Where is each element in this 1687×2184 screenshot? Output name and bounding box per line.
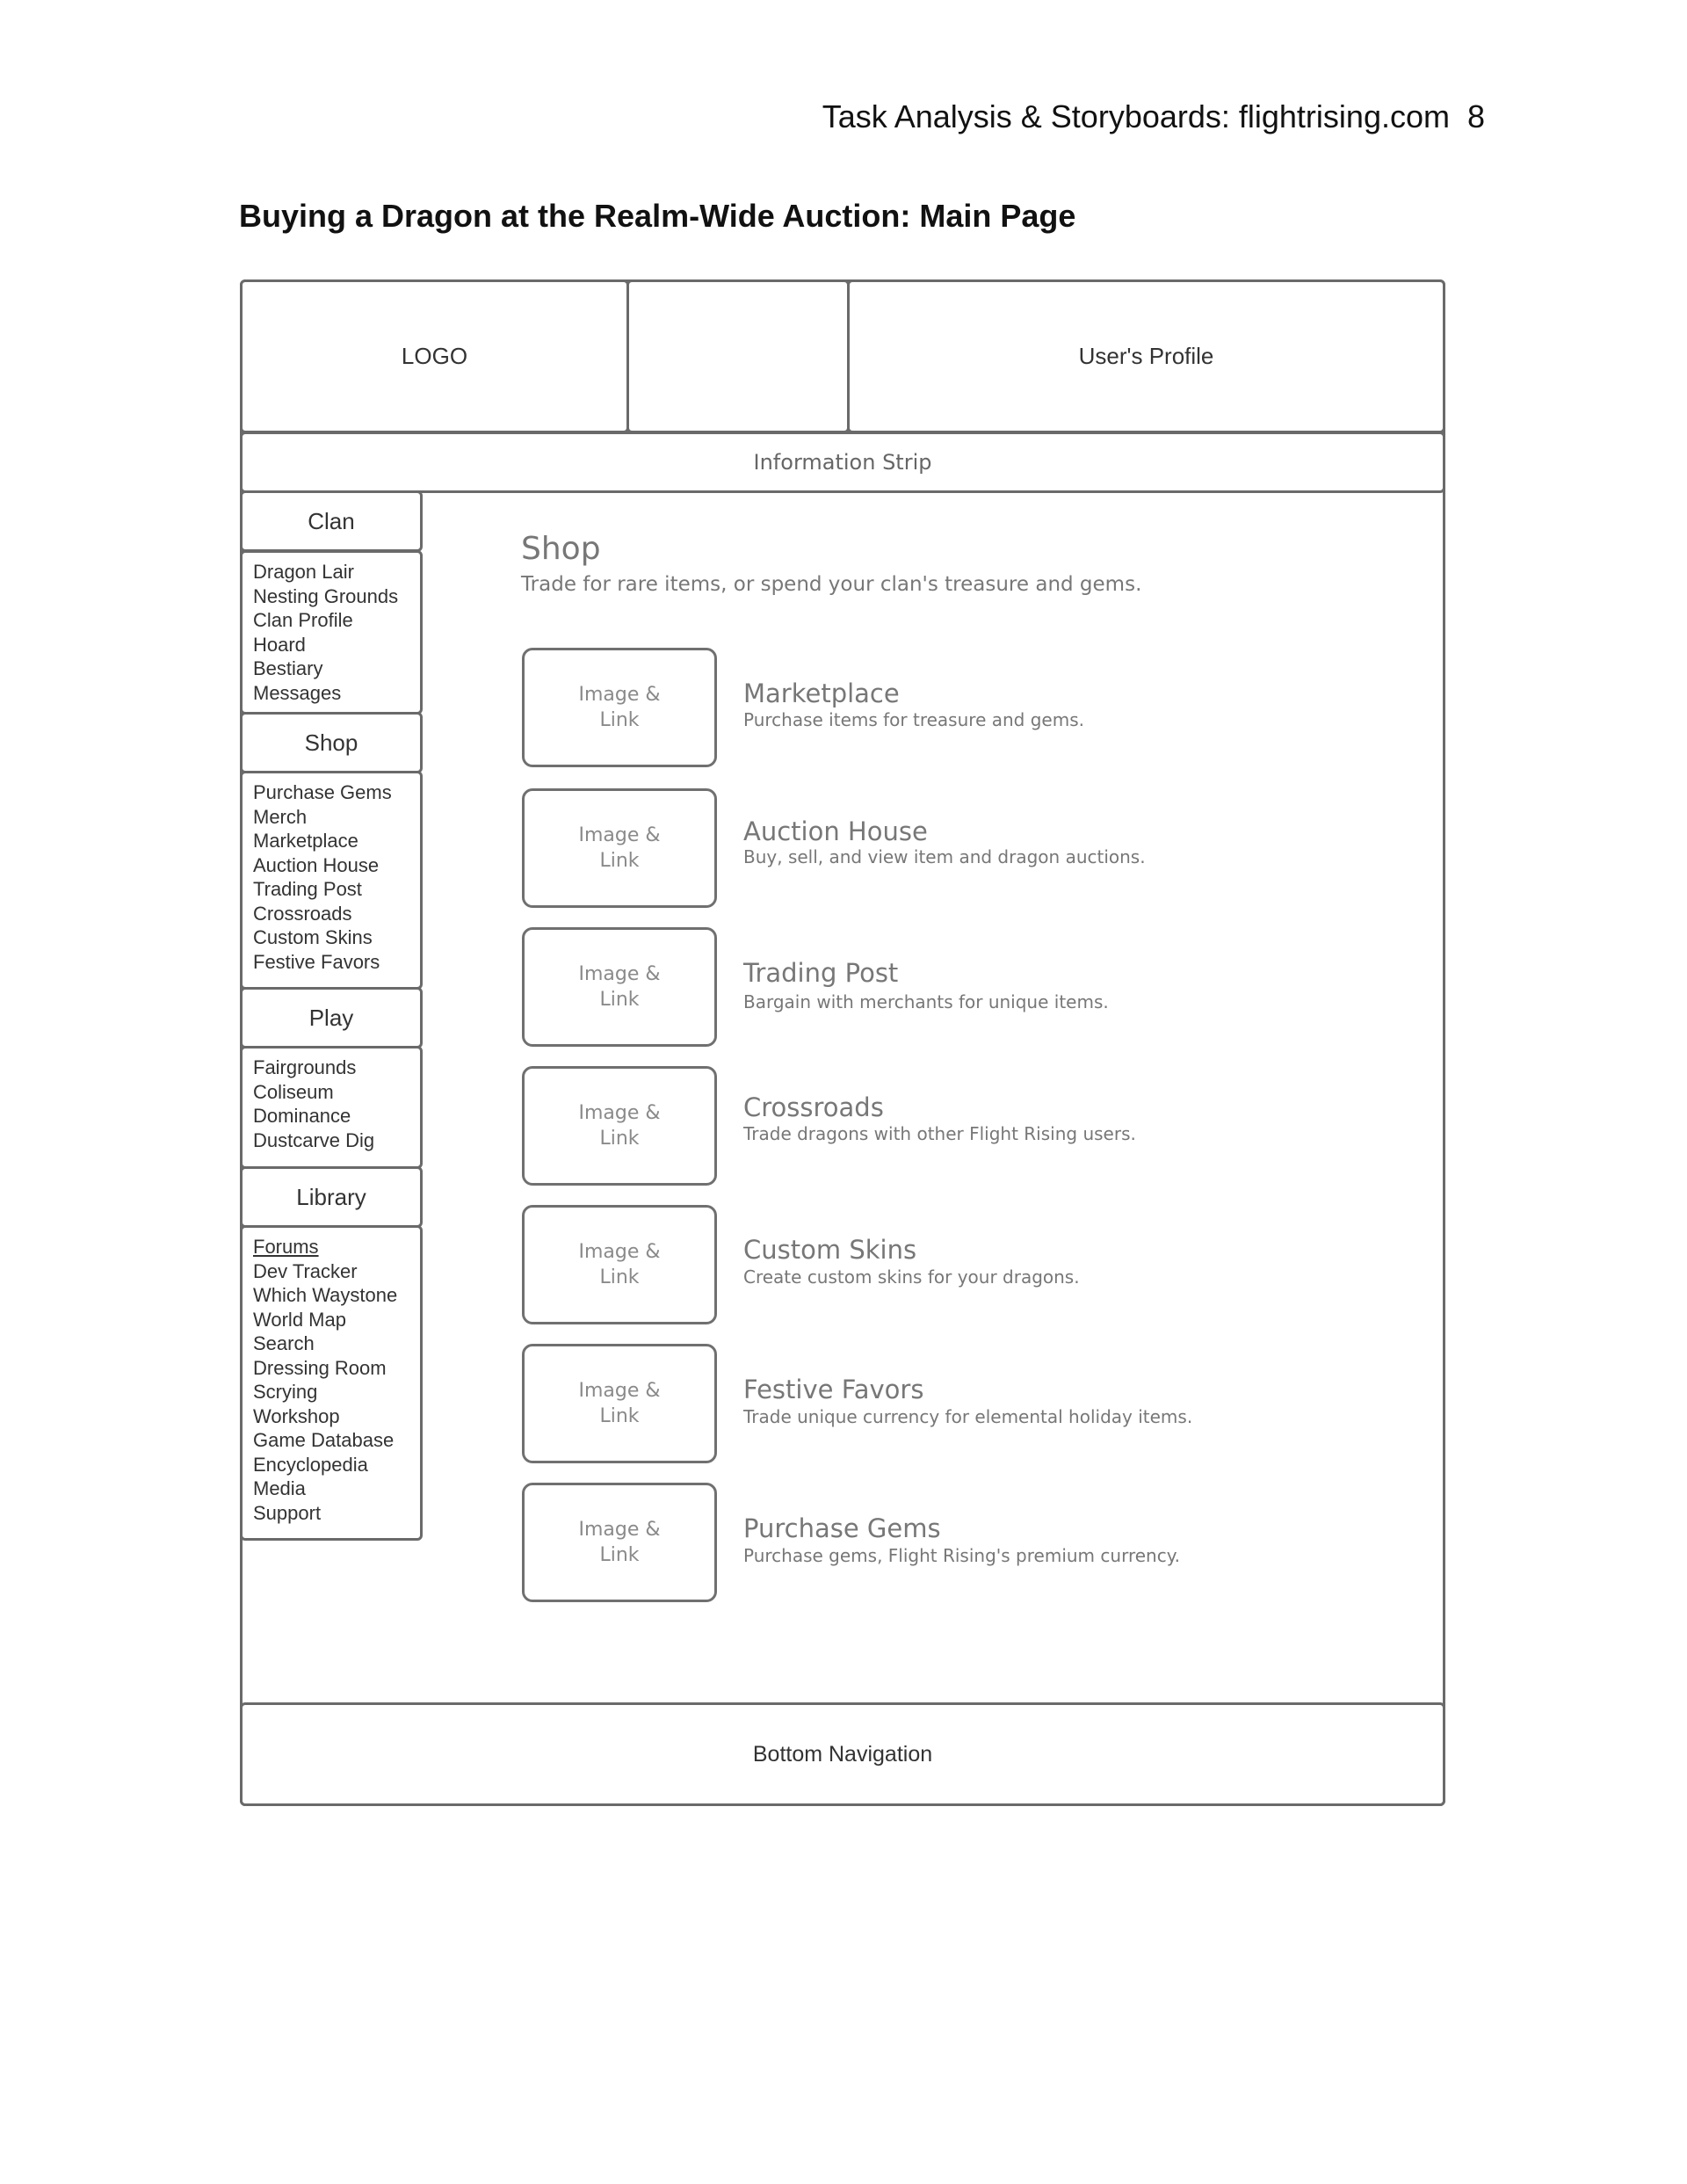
sidebar-item-trading-post[interactable]: Trading Post bbox=[253, 878, 362, 900]
sidebar-item-marketplace[interactable]: Marketplace bbox=[253, 830, 358, 852]
card-image-link[interactable]: Image & Link bbox=[522, 1205, 717, 1324]
sidebar-list-clan bbox=[240, 550, 423, 715]
sidebar-item-clan-profile[interactable]: Clan Profile bbox=[253, 609, 353, 631]
card-desc-auction-house: Buy, sell, and view item and dragon auctions. bbox=[743, 846, 1146, 867]
sidebar-item-dev-tracker[interactable]: Dev Tracker bbox=[253, 1259, 358, 1282]
sidebar-list-play bbox=[240, 1046, 423, 1169]
card-desc-custom-skins: Create custom skins for your dragons. bbox=[743, 1266, 1080, 1288]
sidebar-item-which-waystone[interactable]: Which Waystone bbox=[253, 1284, 398, 1306]
card-title-purchase-gems[interactable]: Purchase Gems bbox=[743, 1513, 941, 1543]
sidebar-item-auction-house[interactable]: Auction House bbox=[253, 853, 380, 876]
sidebar-item-support[interactable]: Support bbox=[253, 1501, 322, 1524]
sidebar-item-workshop[interactable]: Workshop bbox=[253, 1404, 340, 1427]
card-title-custom-skins[interactable]: Custom Skins bbox=[743, 1235, 917, 1265]
logo-box[interactable] bbox=[240, 279, 629, 433]
sidebar-item-dressing-room[interactable]: Dressing Room bbox=[253, 1356, 387, 1379]
user-profile-box[interactable] bbox=[847, 279, 1445, 433]
bottom-navigation-label: Bottom Navigation bbox=[752, 1741, 933, 1767]
sidebar-header-play-label: Play bbox=[308, 1004, 354, 1031]
sidebar-list-shop bbox=[240, 771, 423, 990]
card-image-link[interactable]: Image & Link bbox=[522, 788, 717, 908]
header-spacer-box bbox=[626, 279, 850, 433]
sidebar-item-merch[interactable]: Merch bbox=[253, 805, 308, 828]
card-desc-festive-favors: Trade unique currency for elemental holiday items. bbox=[743, 1406, 1193, 1427]
sidebar-header-library-label: Library bbox=[296, 1183, 366, 1210]
card-image-link[interactable]: Image & Link bbox=[522, 1344, 717, 1463]
card-desc-crossroads: Trade dragons with other Flight Rising users. bbox=[743, 1123, 1136, 1144]
sidebar-header-shop-label: Shop bbox=[304, 729, 358, 756]
sidebar-item-dustcarve-dig[interactable]: Dustcarve Dig bbox=[253, 1128, 375, 1151]
page-header: Task Analysis & Storyboards: flightrising.com 8 bbox=[822, 98, 1485, 134]
card-image-link[interactable]: Image & Link bbox=[522, 927, 717, 1047]
sidebar-header-clan[interactable] bbox=[240, 490, 423, 552]
bottom-navigation[interactable] bbox=[240, 1702, 1445, 1806]
shop-description: Trade for rare items, or spend your clan's treasure and gems. bbox=[521, 573, 1142, 596]
sidebar-item-messages[interactable]: Messages bbox=[253, 681, 342, 704]
logo-label: LOGO bbox=[401, 343, 468, 369]
sidebar-header-clan-label: Clan bbox=[308, 507, 355, 534]
information-strip bbox=[240, 432, 1445, 493]
sidebar-item-purchase-gems[interactable]: Purchase Gems bbox=[253, 781, 392, 803]
card-desc-marketplace: Purchase items for treasure and gems. bbox=[743, 709, 1084, 730]
card-title-marketplace[interactable]: Marketplace bbox=[743, 678, 900, 708]
sidebar-header-shop[interactable] bbox=[240, 712, 423, 773]
sidebar-item-crossroads[interactable]: Crossroads bbox=[253, 902, 352, 925]
sidebar-item-bestiary[interactable]: Bestiary bbox=[253, 657, 323, 679]
card-desc-trading-post: Bargain with merchants for unique items. bbox=[743, 991, 1109, 1012]
card-title-crossroads[interactable]: Crossroads bbox=[743, 1092, 884, 1122]
card-title-auction-house[interactable]: Auction House bbox=[743, 816, 928, 846]
card-image-link[interactable]: Image & Link bbox=[522, 1066, 717, 1186]
card-title-trading-post[interactable]: Trading Post bbox=[743, 958, 899, 988]
sidebar-header-library[interactable] bbox=[240, 1166, 423, 1228]
sidebar-item-media[interactable]: Media bbox=[253, 1477, 306, 1499]
sidebar-item-fairgrounds[interactable]: Fairgrounds bbox=[253, 1056, 357, 1078]
user-profile-label: User's Profile bbox=[1078, 343, 1214, 369]
sidebar-item-dominance[interactable]: Dominance bbox=[253, 1105, 351, 1127]
sidebar-list-library bbox=[240, 1225, 423, 1541]
card-image-link[interactable]: Image & Link bbox=[522, 1483, 717, 1602]
shop-title: Shop bbox=[521, 531, 601, 567]
sidebar-item-scrying[interactable]: Scrying bbox=[253, 1381, 318, 1403]
sidebar-item-world-map[interactable]: World Map bbox=[253, 1308, 346, 1331]
sidebar-item-custom-skins[interactable]: Custom Skins bbox=[253, 926, 373, 948]
sidebar-item-encyclopedia[interactable]: Encyclopedia bbox=[253, 1453, 368, 1476]
sidebar-item-nesting-grounds[interactable]: Nesting Grounds bbox=[253, 584, 399, 607]
page-heading: Buying a Dragon at the Realm-Wide Auction: Main Page bbox=[239, 198, 1076, 234]
sidebar-item-festive-favors[interactable]: Festive Favors bbox=[253, 950, 380, 973]
sidebar-item-search[interactable]: Search bbox=[253, 1332, 315, 1354]
card-desc-purchase-gems: Purchase gems, Flight Rising's premium currency. bbox=[743, 1545, 1181, 1566]
sidebar-item-game-database[interactable]: Game Database bbox=[253, 1429, 395, 1451]
card-image-link[interactable]: Image & Link bbox=[522, 648, 717, 767]
sidebar-item-coliseum[interactable]: Coliseum bbox=[253, 1080, 334, 1103]
sidebar-item-dragon-lair[interactable]: Dragon Lair bbox=[253, 561, 354, 583]
sidebar-header-play[interactable] bbox=[240, 987, 423, 1048]
sidebar-item-hoard[interactable]: Hoard bbox=[253, 633, 306, 656]
information-strip-label: Information Strip bbox=[753, 450, 932, 475]
sidebar-item-forums[interactable]: Forums bbox=[253, 1236, 319, 1258]
card-title-festive-favors[interactable]: Festive Favors bbox=[743, 1375, 924, 1404]
